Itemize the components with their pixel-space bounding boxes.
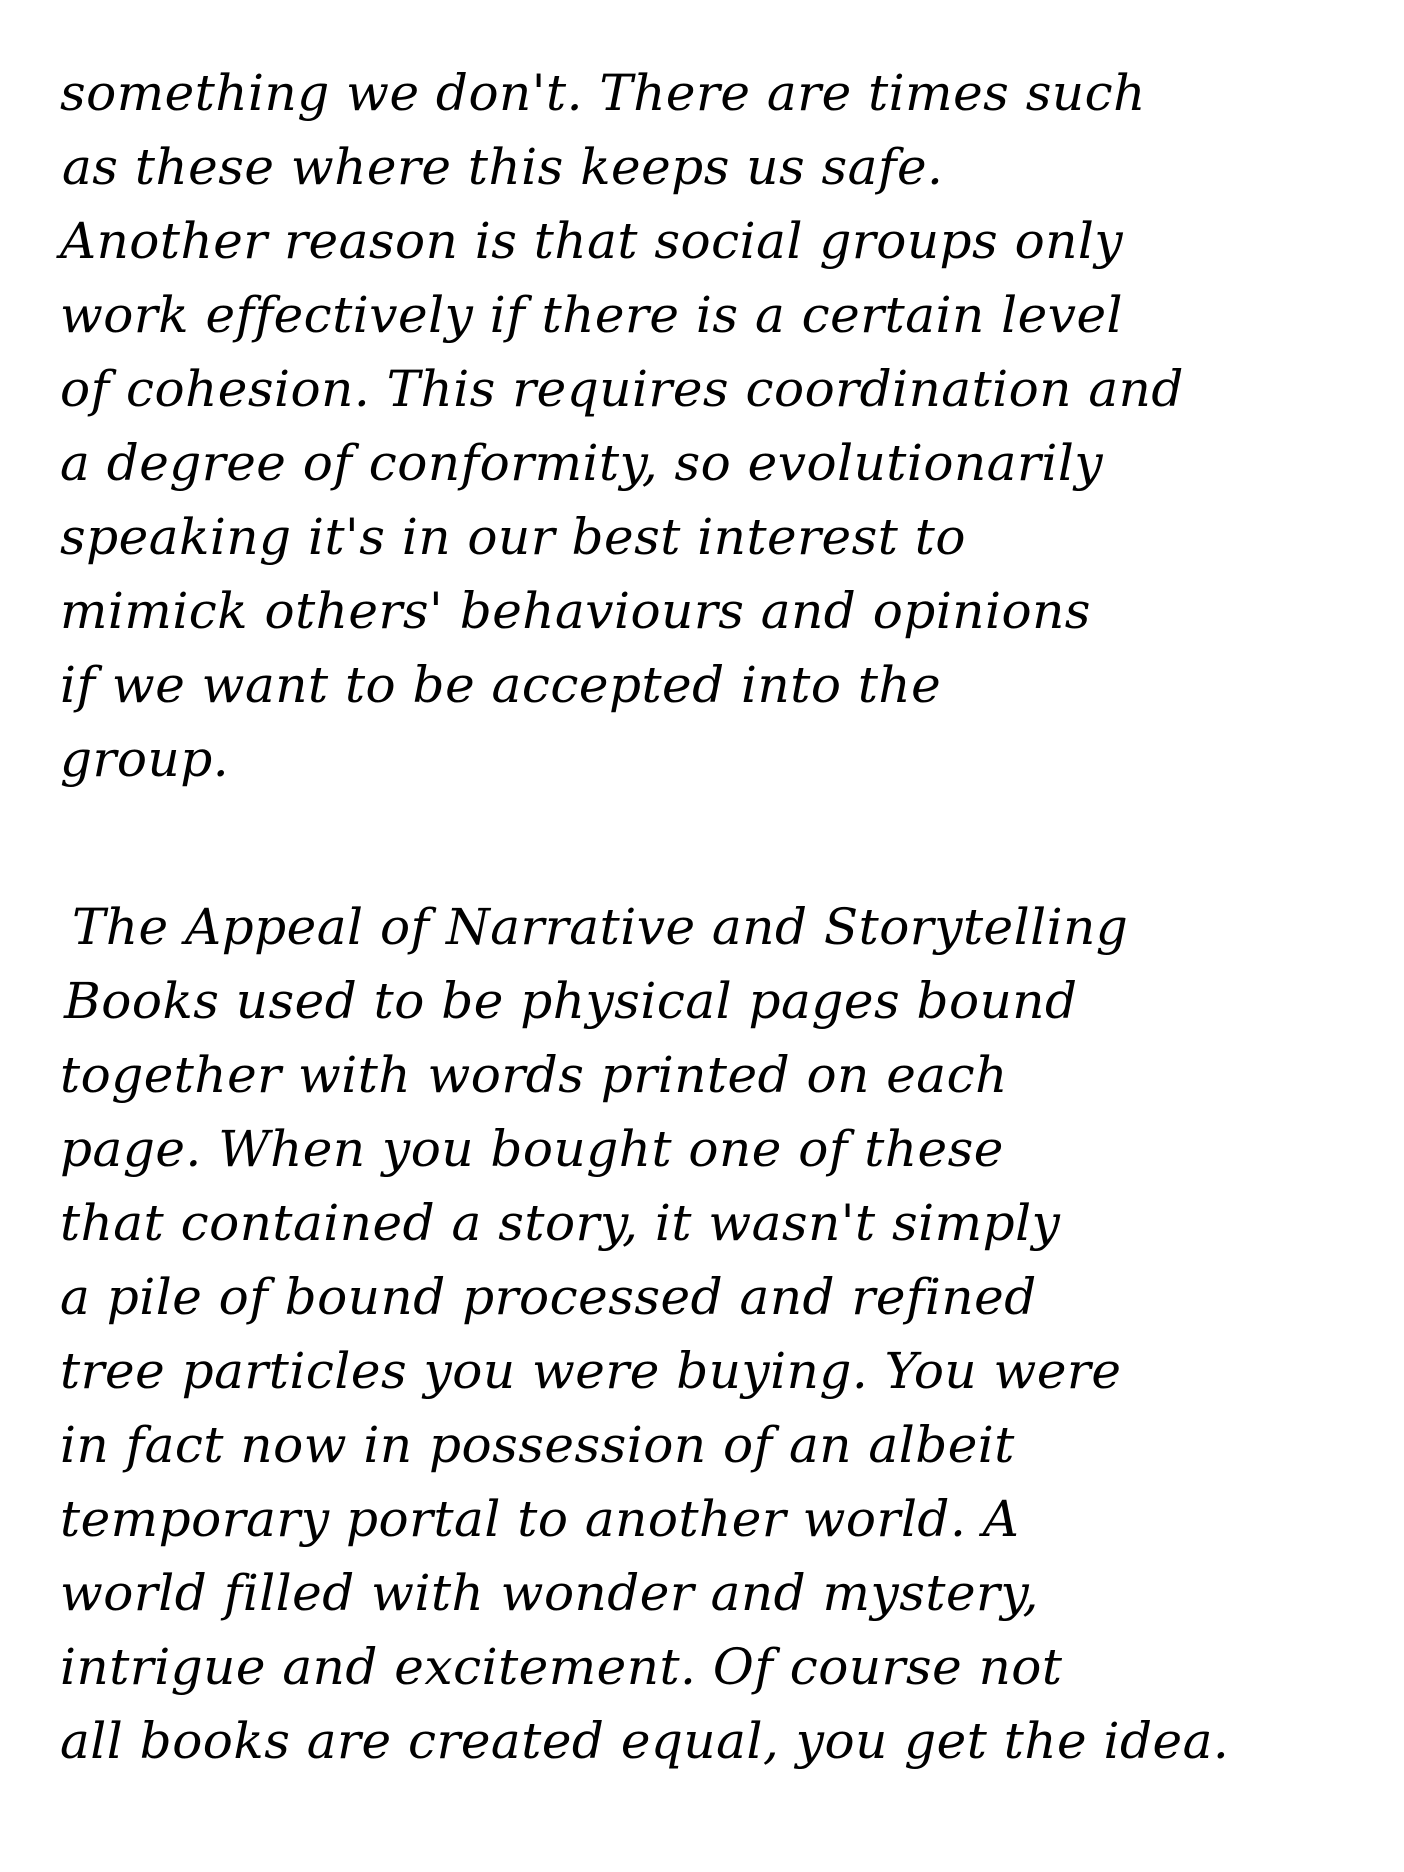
text-line: in fact now in possession of an albeit <box>60 1416 1015 1474</box>
text-line: mimick others' behaviours and opinions <box>60 582 1091 640</box>
text-line: a degree of conformity, so evolutionarily <box>60 434 1104 492</box>
text-line: if we want to be accepted into the <box>60 656 942 714</box>
text-line: intrigue and excitement. Of course not <box>60 1638 1063 1696</box>
text-line: world filled with wonder and mystery, <box>60 1564 1039 1622</box>
paragraph-conformity <box>60 56 1390 796</box>
text-line: Another reason is that social groups only <box>60 212 1124 270</box>
text-line: as these where this keeps us safe. <box>62 138 944 196</box>
text-line: something we don't. There are times such <box>60 64 1146 122</box>
text-line: all books are created equal, you get the idea. <box>60 1712 1230 1770</box>
text-line: Books used to be physical pages bound <box>64 972 1078 1030</box>
text-line: that contained a story, it wasn't simply <box>60 1194 1061 1252</box>
text-line: together with words printed on each <box>60 1046 1008 1104</box>
text-line: tree particles you were buying. You were <box>60 1342 1122 1400</box>
text-line: temporary portal to another world. A <box>60 1490 1020 1548</box>
section-heading: The Appeal of Narrative and Storytelling <box>72 898 1129 956</box>
text-line: work effectively if there is a certain level <box>60 286 1124 344</box>
text-line: speaking it's in our best interest to <box>60 508 966 566</box>
text-line: group. <box>60 730 230 788</box>
text-line: of cohesion. This requires coordination and <box>60 360 1184 418</box>
text-line: a pile of bound processed and refined <box>60 1268 1037 1326</box>
text-line: page. When you bought one of these <box>60 1120 1004 1178</box>
paragraph-storytelling <box>60 890 1390 1778</box>
